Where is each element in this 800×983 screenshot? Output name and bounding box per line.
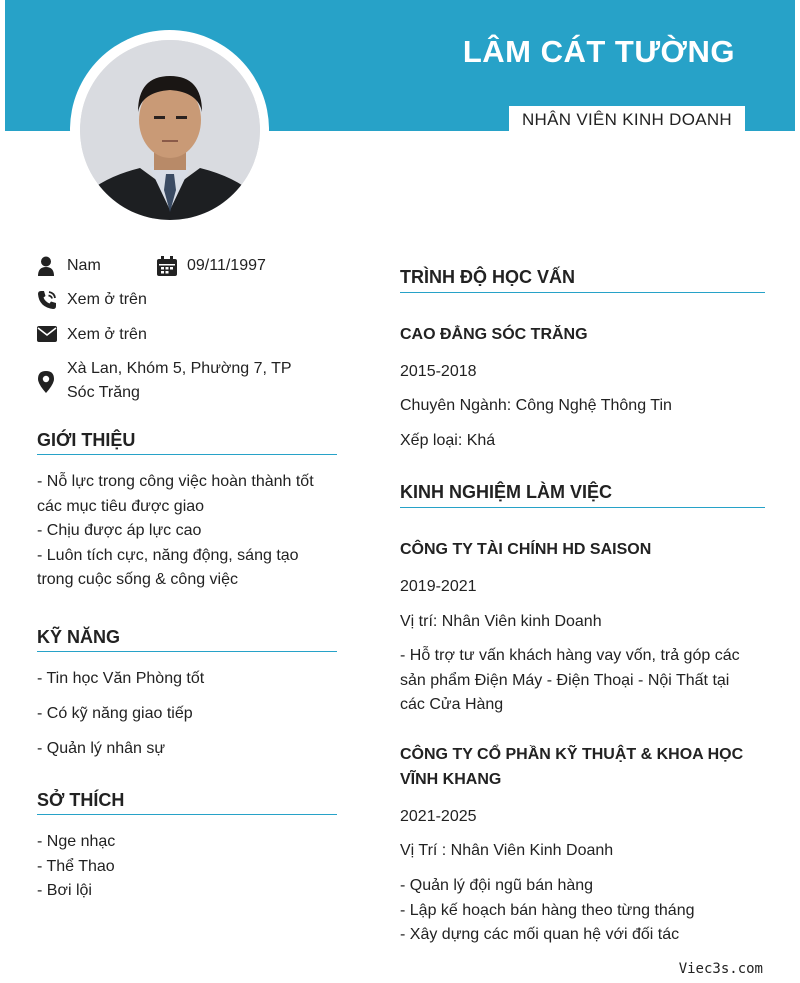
job-title: NHÂN VIÊN KINH DOANH [509,106,745,131]
skill-item: - Tin học Văn Phòng tốt [37,670,205,687]
birthdate-text: 09/11/1997 [187,257,266,274]
phone-icon [37,288,67,310]
skills-divider [37,651,337,652]
job-position: Vị trí: Nhân Viên kinh Doanh [400,613,602,630]
education-grade: Xếp loại: Khá [400,432,496,449]
hobbies-title: SỞ THÍCH [37,790,125,810]
person-icon [37,254,67,276]
skill-item: - Quản lý nhân sự [37,740,166,757]
job-years: 2021-2025 [400,808,477,825]
intro-divider [37,454,337,455]
gender-row [37,254,101,278]
school-name: CAO ĐẲNG SÓC TRĂNG [400,326,588,343]
watermark: Viec3s.com [678,961,763,977]
candidate-name: LÂM CÁT TƯỜNG [462,34,735,69]
job-desc-line: các Cửa Hàng [400,696,504,713]
job-years: 2019-2021 [400,578,477,595]
company-name-line: CÔNG TY CỔ PHẦN KỸ THUẬT & KHOA HỌC [400,746,744,763]
intro-line: trong cuộc sống & công việc [37,571,239,588]
phone-row [37,288,147,312]
avatar [80,40,260,220]
intro-line: - Luôn tích cực, năng động, sáng tạo [37,546,299,564]
job-desc-line: - Hỗ trợ tư vấn khách hàng vay vốn, trả góp các [400,647,740,664]
company-name [400,743,743,792]
experience-title: KINH NGHIỆM LÀM VIỆC [400,482,613,502]
intro-title: GIỚI THIỆU [37,430,136,450]
job-desc-line: sản phẩm Điện Máy - Điện Thoại - Nội Thất tại [400,671,730,689]
job-desc-line: - Lập kế hoạch bán hàng theo từng tháng [400,901,695,919]
hobby-item: - Nge nhạc [37,833,116,850]
calendar-icon [157,254,187,276]
hobby-list [37,830,115,904]
hobby-item: - Bơi lội [37,882,92,899]
email-row [37,323,147,347]
intro-line: - Chịu được áp lực cao [37,522,202,539]
education-divider [400,292,765,293]
email-text: Xem ở trên [67,326,147,343]
job-desc-line: - Xây dựng các mối quan hệ với đối tác [400,926,680,943]
job-desc-line: - Quản lý đội ngũ bán hàng [400,877,594,894]
job-description [400,644,740,718]
hobby-item: - Thể Thao [37,857,115,875]
company-name: CÔNG TY TÀI CHÍNH HD SAISON [400,541,652,558]
intro-line: các mục tiêu được giao [37,497,205,515]
address-row [37,357,292,405]
education-major: Chuyên Ngành: Công Nghệ Thông Tin [400,397,672,414]
email-icon [37,323,67,343]
intro-line: - Nỗ lực trong công việc hoàn thành tốt [37,473,314,490]
location-icon [37,357,67,393]
experience-divider [400,507,765,508]
skill-item: - Có kỹ năng giao tiếp [37,705,193,722]
job-position: Vị Trí : Nhân Viên Kinh Doanh [400,842,614,859]
education-years: 2015-2018 [400,363,477,380]
job-description [400,874,695,948]
phone-text: Xem ở trên [67,291,147,308]
birthdate-row [157,254,266,278]
skills-title: KỸ NĂNG [37,627,121,647]
gender-text: Nam [67,257,101,274]
address-line-1: Xà Lan, Khóm 5, Phường 7, TP [67,360,292,377]
hobbies-divider [37,814,337,815]
intro-text [37,470,337,593]
address-line-2: Sóc Trăng [67,384,140,401]
company-name-line: VĨNH KHANG [400,770,502,788]
education-title: TRÌNH ĐỘ HỌC VẤN [400,267,575,287]
